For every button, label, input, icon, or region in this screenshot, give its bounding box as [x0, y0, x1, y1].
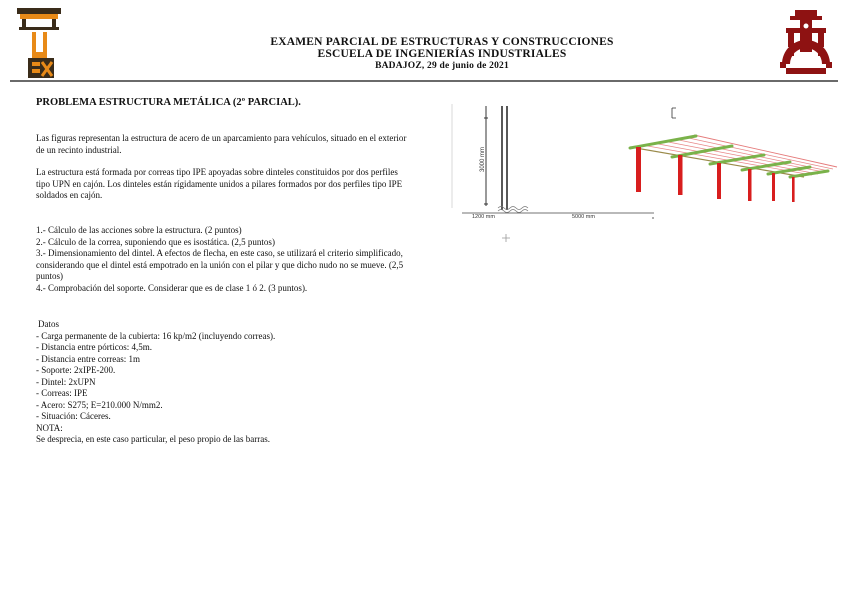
header-divider [10, 80, 838, 82]
data-item: - Dintel: 2xUPN [36, 376, 96, 387]
data-section [36, 319, 408, 446]
task-item: 2.- Cálculo de la correa, suponiendo que es isostática. (2,5 puntos) [36, 236, 275, 247]
school-name: ESCUELA DE INGENIERÍAS INDUSTRIALES [317, 48, 567, 60]
structure-3d-view [622, 104, 842, 208]
data-item: - Soporte: 2xIPE-200. [36, 365, 116, 375]
data-item: - Situación: Cáceres. [36, 411, 111, 421]
uex-logo [14, 6, 66, 78]
data-item: - Distancia entre pórticos: 4,5m. [36, 342, 152, 352]
exam-date: BADAJOZ, 29 de junio de 2021 [375, 61, 509, 71]
intro-paragraph: La estructura está formada por correas tipo IPE apoyadas sobre dinteles constituidos por dos perfiles tipo UPN en cajón. Los dinteles están rígidamente unidos a pilares formados por dos perfiles tipo IPE soldados en cajón. [36, 167, 403, 200]
data-item: - Correas: IPE [36, 388, 88, 398]
intro-paragraph: Las figuras representan la estructura de acero de un aparcamiento para vehículos, situado en el exterior de un recinto industrial. [36, 133, 407, 155]
task-item: 3.- Dimensionamiento del dintel. A efectos de flecha, en este caso, se utilizará el criterio simplificado, considerando que el dintel está empotrado en la unión con el pilar y que dicho nudo no se mueve. (2,5 puntos) [36, 248, 404, 281]
height-dimension-label: 3000 mm [480, 146, 486, 172]
task-item: 4.- Comprobación del soporte. Considerar que es de clase 1 ó 2. (3 puntos). [36, 282, 308, 293]
data-item: - Carga permanente de la cubierta: 16 kp/m2 (incluyendo correas). [36, 330, 276, 341]
task-list [36, 225, 408, 294]
task-item: 1.- Cálculo de las acciones sobre la estructura. (2 puntos) [36, 225, 242, 235]
data-item: - Acero: S275; E=210.000 N/mm2. [36, 399, 163, 410]
problem-title: PROBLEMA ESTRUCTURA METÁLICA (2º PARCIAL). [36, 97, 301, 108]
note-heading: NOTA: [36, 422, 63, 433]
note-text: Se desprecia, en este caso particular, el peso propio de las barras. [36, 434, 271, 444]
data-item: - Distancia entre correas: 1m [36, 353, 140, 364]
span-dimension-label: 5000 mm [572, 214, 595, 220]
engineering-school-logo [778, 8, 834, 76]
exam-title: EXAMEN PARCIAL DE ESTRUCTURAS Y CONSTRUCCIONES [270, 36, 614, 48]
data-heading: Datos [38, 319, 59, 329]
cantilever-dimension-label: 1200 mm [472, 214, 495, 220]
